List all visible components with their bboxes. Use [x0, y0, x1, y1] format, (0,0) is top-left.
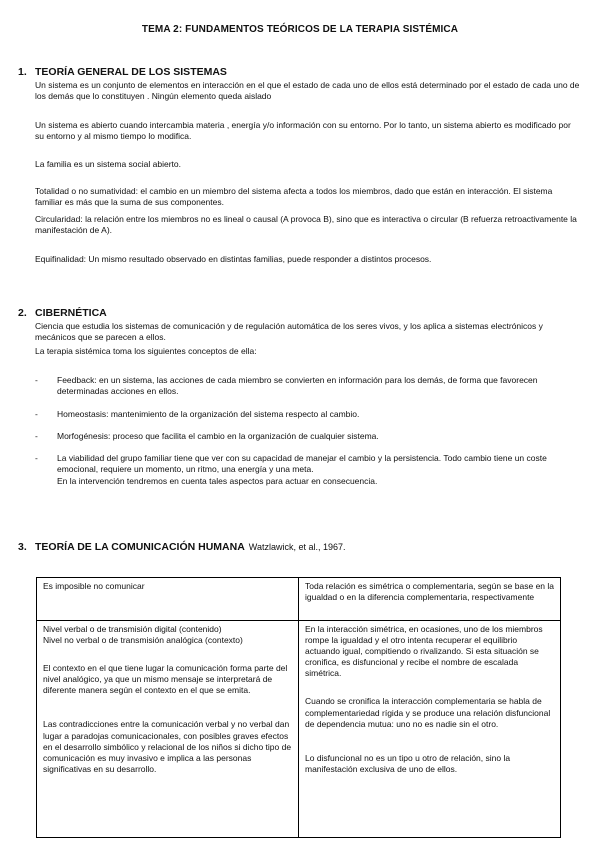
bullet-dash: - [35, 375, 38, 385]
bullet-continuation: En la intervención tendremos en cuenta tales aspectos para actuar en consecuencia. [57, 475, 378, 486]
bullet-text: La viabilidad del grupo familiar tiene que ver con su capacidad de manejar el cambio y la persistencia. Todo cambio tiene un coste emocional, requiere un momento, un ritmo, una energía y una meta. [57, 453, 547, 475]
communication-table [36, 577, 561, 838]
cell-paragraph: Cuando se cronifica la interacción complementaria se habla de complementariedad rígida y se produce una relación disfuncional de dependencia mutua: uno no es nadie sin el otro. [305, 696, 551, 729]
section-title: CIBERNÉTICA [35, 307, 107, 319]
paragraph-familia: La familia es un sistema social abierto. [35, 159, 181, 169]
paragraph-conceptos-intro: La terapia sistémica toma los siguientes conceptos de ella: [35, 346, 257, 356]
cell-paragraph: Nivel no verbal o de transmisión analógica (contexto) [43, 635, 243, 646]
section-heading-cibernetica [18, 307, 107, 319]
table-cell-left [37, 621, 299, 838]
section-heading-teoria-general [18, 66, 227, 78]
section-title: TEORÍA DE LA COMUNICACIÓN HUMANA [35, 541, 245, 553]
bullet-homeostasis [35, 409, 580, 420]
cell-paragraph: El contexto en el que tiene lugar la comunicación forma parte del nivel analógico, ya que un mismo mensaje se interpretará de diferente manera según el contexto en el que se emita. [43, 663, 288, 696]
bullet-text: Homeostasis: mantenimiento de la organización del sistema respecto al cambio. [57, 408, 360, 419]
cell-paragraph: Lo disfuncional no es un tipo u otro de relación, sino la manifestación exclusiva de uno de ellos. [305, 752, 511, 774]
section-attribution: Watzlawick, et al., 1967. [248, 542, 346, 552]
cell-paragraph: En la interacción simétrica, en ocasiones, uno de los miembros rompe la igualdad y el otro intenta recuperar el equilibrio actuando igual, compitiendo o rivalizando. Si esta situación se cronifica, es disfuncional y recibe el nombre de escalada simétrica. [305, 624, 543, 679]
bullet-text: Morfogénesis: proceso que facilita el cambio en la organización de cualquier sistema. [57, 430, 379, 441]
paragraph-circularidad: Circularidad: la relación entre los miembros no es lineal o causal (A provoca B), sino que es interactiva o circular (B refuerza retroactivamente la manifestación de A). [35, 214, 577, 236]
bullet-viabilidad [35, 453, 580, 487]
bullet-feedback [35, 375, 580, 398]
bullet-dash: - [35, 430, 38, 441]
section-heading-comunicacion [18, 541, 346, 553]
table-header-right: Toda relación es simétrica o complementaria, según se base en la igualdad o en la diferencia complementaria, respectivamente [299, 578, 561, 621]
bullet-dash: - [35, 453, 38, 464]
paragraph-sistema-definicion: Un sistema es un conjunto de elementos en interacción en el que el estado de cada uno de ellos está determinado por el estado de cada uno de los demás que lo constituyen . Ningún elemento queda aislado [35, 80, 580, 102]
paragraph-totalidad: Totalidad o no sumatividad: el cambio en un miembro del sistema afecta a todos los miembros, dado que están en interacción. El sistema familiar es más que la suma de sus componentes. [35, 186, 553, 208]
paragraph-equifinalidad: Equifinalidad: Un mismo resultado observado en distintas familias, puede responder a distintos procesos. [35, 254, 432, 264]
document-title: TEMA 2: FUNDAMENTOS TEÓRICOS DE LA TERAPIA SISTÉMICA [141, 24, 459, 35]
bullet-dash: - [35, 408, 38, 419]
cell-paragraph: Las contradicciones entre la comunicación verbal y no verbal dan lugar a paradojas comunicacionales, con posibles graves efectos en el desarrollo simbólico y relacional de los niños si dicho tipo de comunicación es muy invasivo e implica a las personas significativas en su desarrollo. [43, 719, 292, 774]
table-header-row [37, 578, 561, 621]
table-header-left: Es imposible no comunicar [37, 578, 299, 621]
concepts-bullet-list [35, 375, 580, 498]
section-number: 2. [18, 307, 27, 319]
bullet-text: Feedback: en un sistema, las acciones de cada miembro se convierten en información para los demás, de forma que favorecen determinadas acciones en ellos. [57, 375, 538, 397]
section-number: 3. [18, 541, 27, 553]
table-body-row [37, 621, 561, 838]
table-cell-right [299, 621, 561, 838]
bullet-morfogenesis [35, 431, 580, 442]
cell-paragraph: Nivel verbal o de transmisión digital (contenido) [43, 624, 222, 634]
section-number: 1. [18, 66, 27, 78]
paragraph-cibernetica-definicion: Ciencia que estudia los sistemas de comunicación y de regulación automática de los seres vivos, y los aplica a sistemas electrónicos y mecánicos que se parecen a ellos. [35, 321, 543, 343]
paragraph-sistema-abierto: Un sistema es abierto cuando intercambia materia , energía y/o información con su entorno. Por lo tanto, un sistema abierto es modificado por su entorno y al mismo tiempo lo modifica. [35, 120, 571, 142]
section-title: TEORÍA GENERAL DE LOS SISTEMAS [35, 66, 227, 78]
